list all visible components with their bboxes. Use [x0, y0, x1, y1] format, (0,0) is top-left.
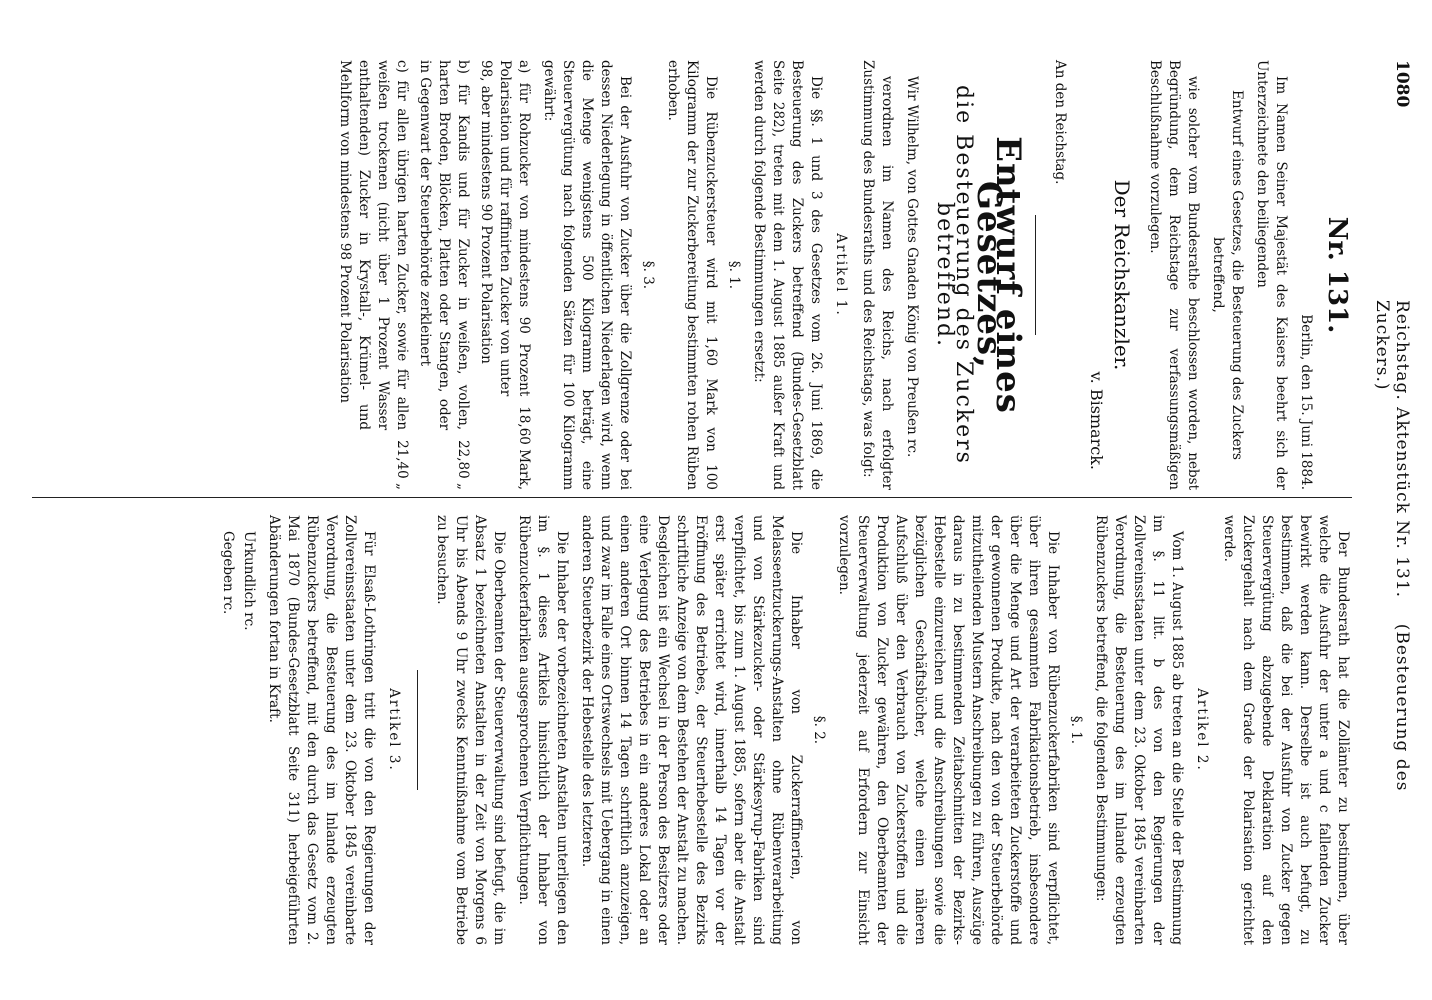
rate-item-a	[476, 60, 533, 490]
rate-item-text: c) für allen übrigen harten Zucker, sowie für allen weißen trockenen (nicht über 1 Prozent Wasser enthaltenden) Zucker in Krystall-, Krümel- und Mehlform von mindestens 98 Prozent Polarisation	[337, 60, 410, 431]
rate-item-c	[335, 60, 411, 490]
closing-line: Gegeben rc.	[220, 531, 236, 615]
article-2-heading: Artikel 2.	[1194, 688, 1210, 772]
paragraph: Die Inhaber von Zuckerraffinerien, von Melasseentzuckerungs-Anstalten ohne Rübenverarbeitung und von Stärkezucker- oder Stärkesyrup-Fabriken sind verpflichtet, bis zum 1. August 1885, sofern aber die Anstalt erst später errichtet wird, innerhalb 14 Tagen vor der Eröffnung des Betriebes, der Steuerhebestelle des Bezirks schriftliche Anzeige von dem Bestehen der Anstalt zu machen. Desgleichen ist ein Wechsel in der Person des Besitzers oder eine Verlegung des Betriebes in ein anderes Lokal oder an einen anderen Ort binnen 14 Tagen schriftlich anzuzeigen, und zwar im Falle eines Ortswechsels mit Uebergang in einen anderen Steuerbezirk der Hebestelle des letzteren.	[579, 515, 804, 945]
section-1-text: Die Rübenzuckersteuer wird mit 1,60 Mark von 100 Kilogramm der zur Zuckerbereitung bestimmten rohen Rüben erhoben.	[665, 60, 719, 490]
intro-text-2: wie solcher vom Bundesrathe beschlossen worden, nebst Begründung, dem Reichstage zur verfassungsmäßigen Beschlußnahme vorzulegen.	[1147, 60, 1201, 490]
addressee: An den Reichstag.	[1052, 60, 1068, 185]
entwurf-line: Entwurf eines Gesetzes, die Besteuerung des Zuckers betreffend,	[1210, 90, 1245, 460]
paragraph: Die Inhaber von Rübenzuckerfabriken sind verpflichtet, über ihren gesammten Fabrikationsbetrieb, insbesondere über die Menge und Art der verarbeiteten Zuckerstoffe und der gewonnenen Produkte, nach den von der Steuerbehörde mitzutheilenden Mustern Anschreibungen zu führen, Auszüge daraus in zu bestimmenden Zeitabschnitten der Bezirks-Hebestelle einzureichen und die Anschreibungen sowie die bezüglichen Geschäftsbücher, welche einen näheren Aufschluß über den Verbrauch von Zuckerstoffen und die Produktion von Zucker gewähren, den Oberbeamten der Steuerverwaltung jederzeit auf Erfordern zur Einsicht vorzulegen.	[836, 515, 1061, 945]
rate-item-text: b) für Kandis und für Zucker in weißen, vollen, harten Broden, Blöcken, Platten oder Stangen, oder in Gegenwart der Steuerbehörde zerkleinert	[417, 60, 471, 431]
page-number: 1080	[1392, 60, 1412, 108]
section-rule	[1035, 215, 1036, 335]
draft-subtitle: die Besteuerung des Zuckers betreffend.	[932, 85, 976, 465]
section-rule	[417, 670, 418, 790]
section-1-heading: §. 1.	[1068, 715, 1084, 745]
signature-name: v. Bismarck.	[1087, 371, 1106, 470]
paragraph: Für Elsaß-Lothringen tritt die von den Regierungen der Zollvereinsstaaten unter dem 23. Oktober 1845 vereinbarte Verordnung, die Besteuerung des im Inlande erzeugten Rübenzuckers betreffend, mit den durch das Gesetz vom 2. Mai 1870 (Bundes-Gesetzblatt Seite 311) herbeigeführten Abänderungen fortan in Kraft.	[266, 515, 377, 945]
paragraph: Der Bundesrath hat die Zollämter zu bestimmen, über welche die Ausfuhr der unter a und c fallenden Zucker bewirkt werden kann. Derselbe ist auch befugt, zu bestimmen, daß die bei der Ausfuhr von Zucker gegen Steuervergütung abzugebende Deklaration auf den Zuckergehalt nach dem Grade der Polarisation gerichtet werde.	[1221, 515, 1351, 945]
section-2-heading: §. 2.	[811, 715, 827, 745]
section-3-heading: §. 3.	[640, 260, 656, 290]
running-header	[1372, 300, 1412, 860]
intro-text: Im Namen Seiner Majestät des Kaisers beehrt sich der Unterzeichnete den beiliegenden	[1254, 60, 1289, 490]
date-line: Berlin, den 15. Juni 1884.	[1298, 314, 1314, 490]
decree-text: verordnen im Namen des Reichs, nach erfolgter Zustimmung des Bundesraths und des Reichstags, was folgt:	[860, 60, 895, 490]
paragraph: Die Oberbeamten der Steuerverwaltung sind befugt, die im Absatz 1 bezeichneten Anstalten in der Zeit von Morgens 6 Uhr bis Abends 9 Uhr zwecks Kenntnißnahme vom Betriebe zu besuchen.	[434, 515, 507, 945]
paragraph: Die Inhaber der vorbezeichneten Anstalten unterliegen den im §. 1 dieses Artikels hinsichtlich der Inhaber von Rübenzuckerfabriken ausgesprochenen Verpflichtungen.	[516, 515, 570, 945]
header-title: Reichstag. Aktenstück Nr. 131.	[1392, 300, 1412, 599]
royal-preamble: Wir Wilhelm, von Gottes Gnaden König von Preußen rc.	[904, 76, 920, 458]
rate-item-text: a) für Rohzucker von mindestens 90 Prozent Polarisation und für raffinirten Zucker von unter 98, aber mindestens 90 Prozent Polarisation	[478, 60, 532, 397]
rate-item-value: 21,40 „	[394, 440, 410, 490]
rate-item-value: 22,80 „	[455, 440, 471, 490]
column-divider	[32, 497, 1352, 498]
draft-title: Entwurf eines Gesetzes,	[969, 136, 1028, 414]
header-topic: (Besteuerung des Zuckers.)	[1372, 300, 1412, 792]
rate-item-value: 18,60 Mark,	[516, 406, 532, 490]
article-3-heading: Artikel 3.	[386, 688, 402, 772]
right-column	[218, 515, 1352, 945]
section-3-text: Bei der Ausfuhr von Zucker über die Zollgrenze oder bei dessen Niederlegung in öffentlichen Niederlagen wird, wenn die Menge wenigstens 500 Kilogramm beträgt, eine Steuervergütung nach folgenden Sätzen für 100 Kilogramm gewährt:	[541, 60, 633, 490]
left-column	[331, 60, 1352, 490]
paragraph: Vom 1. August 1885 ab treten an die Stelle der Bestimmung im §. 11 litt. b des von den Regierungen der Zollvereinsstaaten unter dem 23. Oktober 1845 vereinbarten Verordnung, die Besteuerung des im Inlande erzeugten Rübenzuckers betreffend, die folgenden Bestimmungen:	[1093, 515, 1185, 945]
article-1-heading: Artikel 1.	[833, 233, 849, 317]
rate-item-b	[415, 60, 472, 490]
closing-line: Urkundlich rc.	[241, 531, 257, 631]
signature-title: Der Reichskanzler.	[1110, 179, 1134, 371]
section-1-heading: §. 1.	[726, 260, 742, 290]
document-number: Nr. 131.	[1322, 216, 1352, 334]
article-1-text: Die §§. 1 und 3 des Gesetzes vom 26. Juni 1869, die Besteuerung des Zuckers betreffend (Bundes-Gesetzblatt Seite 282), treten mit dem 1. August 1885 außer Kraft und werden durch folgende Bestimmungen ersetzt:	[751, 60, 824, 490]
